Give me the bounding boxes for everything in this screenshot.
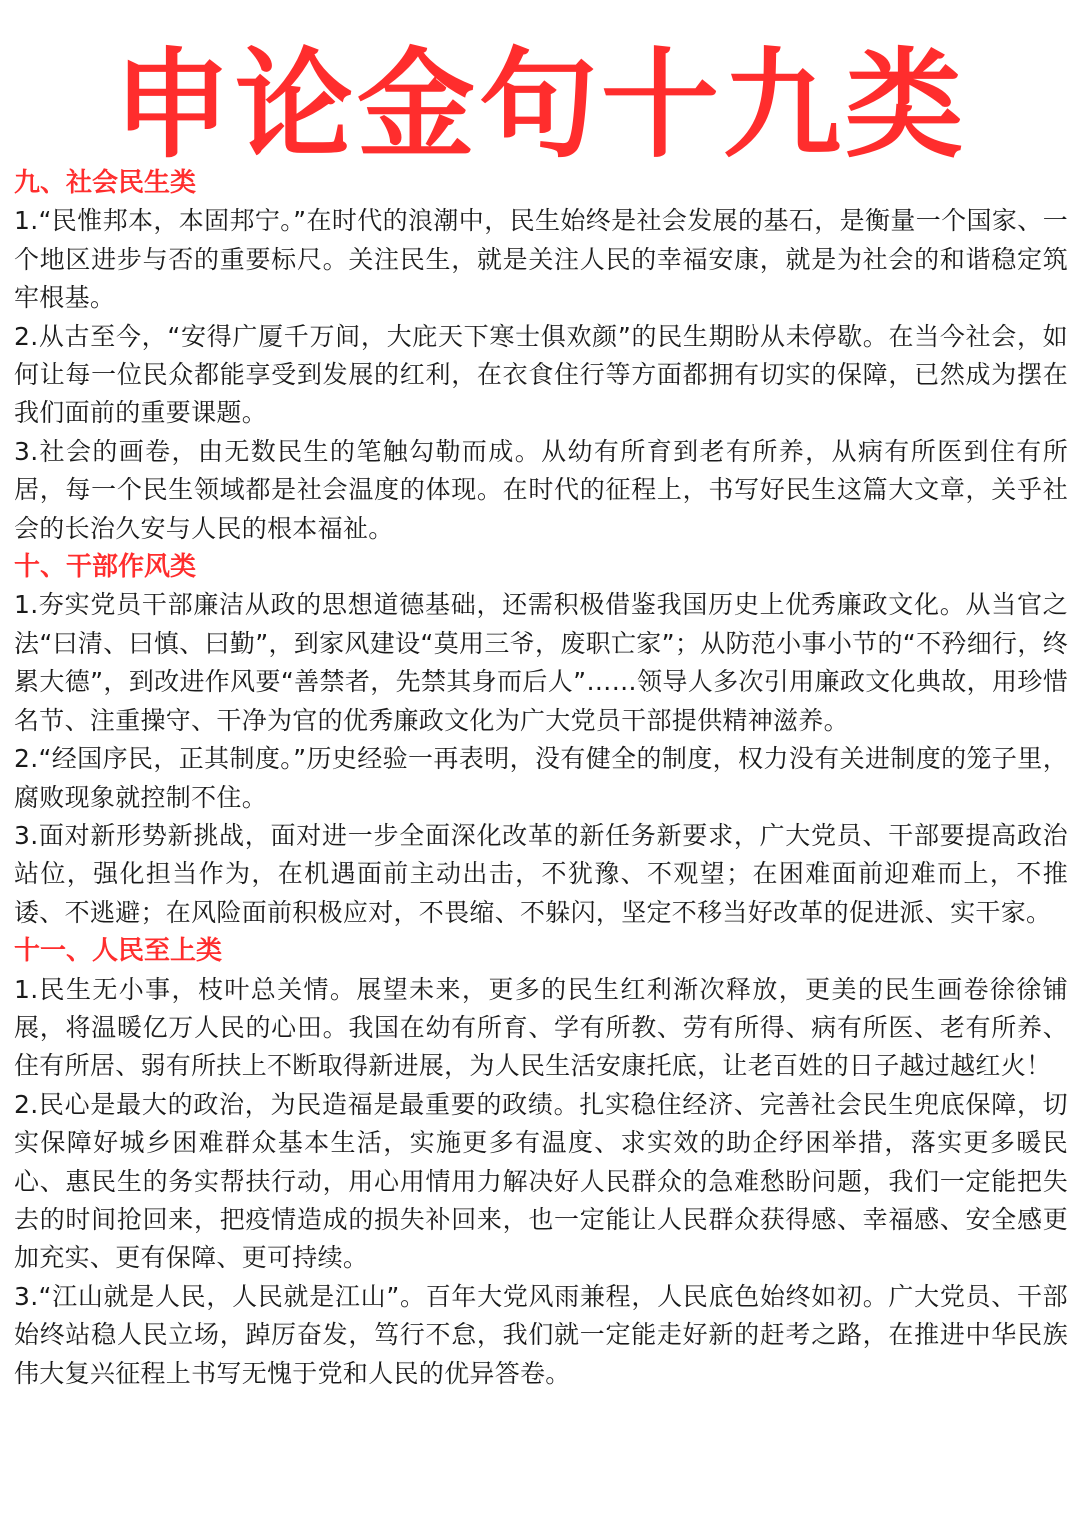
paragraph: 2.从古至今，“安得广厦千万间，大庇天下寒士俱欢颜”的民生期盼从未停歇。在当今社会，如何让每一位民众都能享受到发展的红利，在衣食住行等方面都拥有切实的保障，已然成为摆在我们面前的重要课题。: [14, 321, 1068, 428]
paragraph: 1.民生无小事，枝叶总关情。展望未来，更多的民生红利渐次释放，更美的民生画卷徐徐铺展，将温暖亿万人民的心田。我国在幼有所育、学有所教、劳有所得、病有所医、老有所养、住有所居、弱有所扶上不断取得新进展，为人民生活安康托底，让老百姓的日子越过越红火！: [14, 974, 1068, 1081]
paragraph: 3.社会的画卷，由无数民生的笔触勾勒而成。从幼有所育到老有所养，从病有所医到住有所居，每一个民生领域都是社会温度的体现。在时代的征程上，书写好民生这篇大文章，关乎社会的长治久安与人民的根本福祉。: [14, 436, 1068, 543]
section-heading: 十一、人民至上类: [14, 936, 223, 967]
section-heading: 十、干部作风类: [14, 552, 197, 583]
section-social-livelihood: [14, 164, 1068, 548]
paragraph: 3.面对新形势新挑战，面对进一步全面深化改革的新任务新要求，广大党员、干部要提高政治站位，强化担当作为，在机遇面前主动出击，不犹豫、不观望；在困难面前迎难而上，不推诿、不逃避；在风险面前积极应对，不畏缩、不躲闪，坚定不移当好改革的促进派、实干家。: [14, 820, 1068, 927]
paragraph: 1.“民惟邦本，本固邦宁。”在时代的浪潮中，民生始终是社会发展的基石，是衡量一个国家、一个地区进步与否的重要标尺。关注民生，就是关注人民的幸福安康，就是为社会的和谐稳定筑牢根基。: [14, 206, 1068, 313]
paragraph: 1.夯实党员干部廉洁从政的思想道德基础，还需积极借鉴我国历史上优秀廉政文化。从当官之法“曰清、曰慎、曰勤”，到家风建设“莫用三爷，废职亡家”；从防范小事小节的“不矜细行，终累大德”，到改进作风要“善禁者，先禁其身而后人”……领导人多次引用廉政文化典故，用珍惜名节、注重操守、干净为官的优秀廉政文化为广大党员干部提供精神滋养。: [14, 590, 1068, 735]
paragraph: 2.民心是最大的政治，为民造福是最重要的政绩。扎实稳住经济、完善社会民生兜底保障，切实保障好城乡困难群众基本生活，实施更多有温度、求实效的助企纾困举措，落实更多暖民心、惠民生的务实帮扶行动，用心用情用力解决好人民群众的急难愁盼问题，我们一定能把失去的时间抢回来，把疫情造成的损失补回来，也一定能让人民群众获得感、幸福感、安全感更加充实、更有保障、更可持续。: [14, 1089, 1068, 1273]
paragraph: 2.“经国序民，正其制度。”历史经验一再表明，没有健全的制度，权力没有关进制度的笼子里，腐败现象就控制不住。: [14, 744, 1068, 812]
paragraph: 3.“江山就是人民，人民就是江山”。百年大党风雨兼程，人民底色始终如初。广大党员、干部始终站稳人民立场，踔厉奋发，笃行不怠，我们就一定能走好新的赶考之路，在推进中华民族伟大复兴征程上书写无愧于党和人民的优异答卷。: [14, 1281, 1068, 1388]
section-cadre-conduct: [14, 548, 1068, 932]
section-people-first: [14, 932, 1068, 1393]
article-body: [14, 164, 1068, 1393]
page-title: 申论金句十九类: [112, 36, 967, 174]
section-heading: 九、社会民生类: [14, 168, 197, 198]
